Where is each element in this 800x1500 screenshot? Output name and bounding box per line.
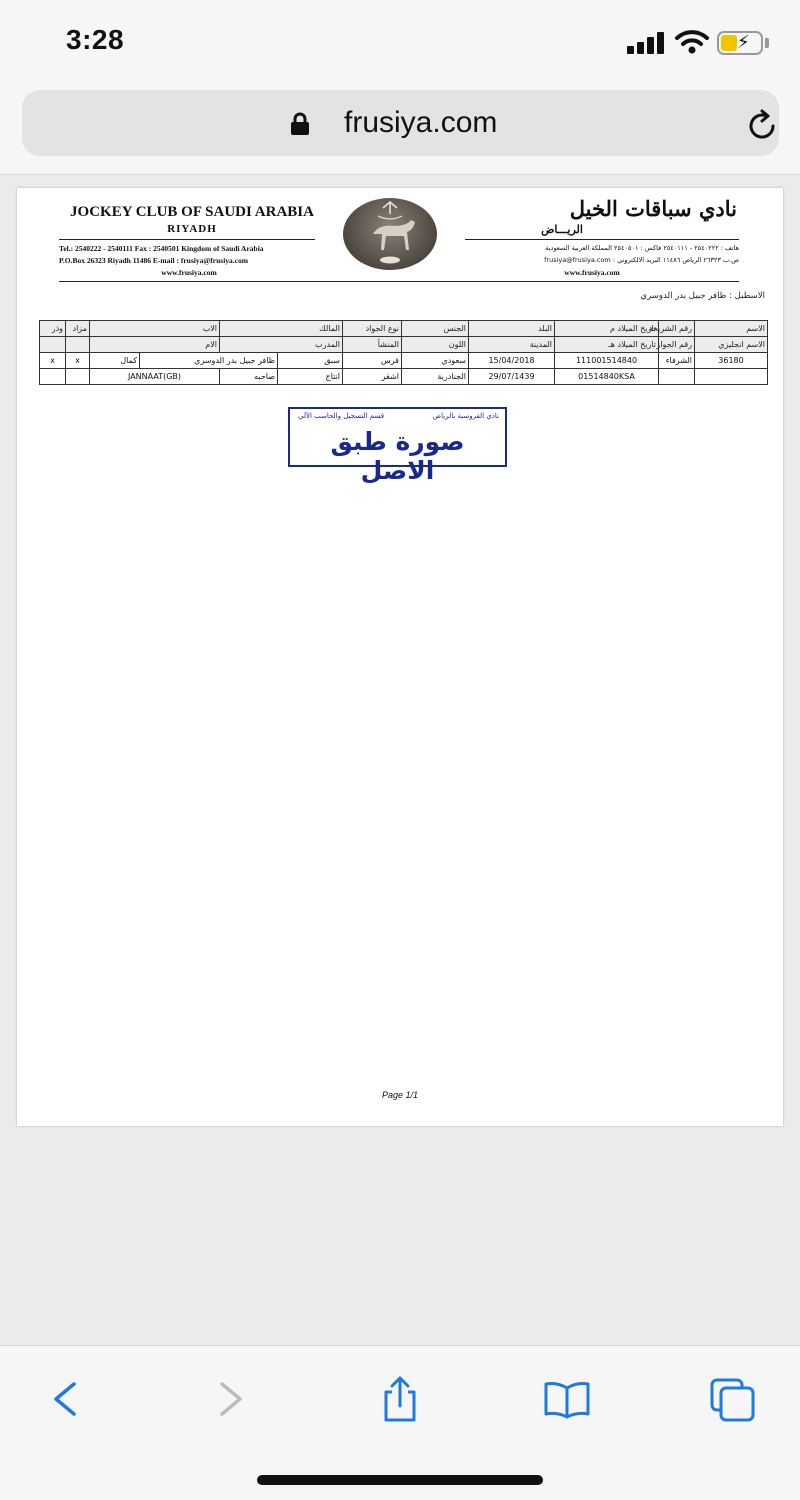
trainer-cell: صاحبه [220, 369, 278, 385]
header-cell: الاسم [695, 321, 768, 337]
header-cell: المالك [220, 321, 343, 337]
header-cell: المدرب [220, 337, 343, 353]
club-contact-en-1: Tel.: 2540222 - 2540111 Fax : 2540501 Kingdom of Saudi Arabia [59, 244, 264, 253]
header-cell: اللون [402, 337, 469, 353]
url-text[interactable]: frusiya.com [344, 106, 498, 139]
origin-cell: انتاج [278, 369, 343, 385]
certified-copy-stamp [288, 407, 507, 485]
header-cell: المدينة [469, 337, 555, 353]
bookmarks-icon[interactable] [542, 1376, 592, 1422]
header-cell: نوع الجواد [343, 321, 402, 337]
club-name-ar: نادي سباقات الخيل [569, 196, 737, 221]
club-name-en: JOCKEY CLUB OF SAUDI ARABIA [70, 204, 314, 220]
address-bar-area [0, 80, 800, 175]
battery-icon: ⚡ [717, 31, 763, 55]
owner-cell: ظافر جبيل بدر الدوسري [140, 353, 278, 369]
status-time: 3:28 [66, 24, 125, 55]
table-row [40, 353, 768, 369]
share-icon[interactable] [375, 1376, 425, 1422]
header-cell: مزاد [66, 321, 90, 337]
color-cell: اشقر [343, 369, 402, 385]
header-cell: البلد [469, 321, 555, 337]
header-cell: تاريخ الميلاد هـ [555, 337, 659, 353]
header-cell: المنشأ [343, 337, 402, 353]
header-cell: رقم الشريحة [659, 321, 695, 337]
country-cell: سعودي [402, 353, 469, 369]
dam-cell: JANNAAT(GB) [90, 369, 220, 385]
club-website-en: www.frusiya.com [161, 268, 217, 277]
header-cell [66, 337, 90, 353]
club-contact-en-2: P.O.Box 26323 Riyadh 11486 E-mail : frusiya@frusiya.com [59, 256, 248, 265]
auction-cell: x [66, 353, 90, 369]
home-indicator[interactable] [257, 1475, 543, 1485]
club-contact-ar-1: هاتف : ٢٥٤٠٢٢٢ - ٢٥٤٠١١١ فاكس : ٢٥٤٠٥٠١ المملكة العربية السعودية [545, 244, 739, 252]
reload-icon[interactable] [744, 108, 780, 144]
horse-number-cell: 36180 [695, 353, 768, 369]
stamp-club: نادي الفروسية بالرياض [432, 412, 499, 420]
sex-cell: فرس [343, 353, 402, 369]
stamp-text: صورة طبق الاصل [330, 427, 465, 485]
birth-date-hijri-cell: 29/07/1439 [469, 369, 555, 385]
forward-icon[interactable] [206, 1376, 256, 1422]
birth-date-cell: 15/04/2018 [469, 353, 555, 369]
club-city-ar: الريـــاض [541, 223, 583, 236]
header-cell: تاريخ الميلاد م [555, 321, 659, 337]
tabs-icon[interactable] [708, 1376, 758, 1422]
name-cell: الشرفاء [659, 353, 695, 369]
back-icon[interactable] [40, 1376, 90, 1422]
club-contact-ar-2: ص.ب ٢٦٣٢٣ الرياض ١١٤٨٦ البريد الالكتروني : frusiya@frusiya.com [544, 256, 739, 264]
status-bar [0, 0, 800, 80]
header-cell: رقم الجواز [659, 337, 695, 353]
stamp-department: قسم التسجيل والحاسب الآلي [298, 412, 385, 420]
header-cell: الجنس [402, 321, 469, 337]
header-cell: الاسم انجليزي [695, 337, 768, 353]
passport-cell: 01514840KSA [555, 369, 659, 385]
empty-cell [40, 369, 66, 385]
table-header-row [40, 337, 768, 353]
battery-tip [765, 38, 769, 48]
club-logo [343, 198, 437, 270]
header-bottom-rule [59, 281, 739, 282]
name-en-cell [659, 369, 695, 385]
stable-label: الاسطبل : ظافر جبيل بدر الدوسري [640, 291, 765, 301]
empty-cell [66, 369, 90, 385]
empty-cell [695, 369, 768, 385]
header-cell [40, 337, 66, 353]
club-website-ar: www.frusiya.com [564, 268, 620, 277]
sire-cell: كمال [90, 353, 140, 369]
table-header-row [40, 321, 768, 337]
horse-table [39, 320, 768, 385]
page-number: Page 1/1 [381, 1090, 419, 1100]
club-city-en: RIYADH [167, 223, 217, 235]
wathr-cell: x [40, 353, 66, 369]
document-page [17, 188, 783, 1126]
city-cell: الجنادرية [402, 369, 469, 385]
header-cell: الام [90, 337, 220, 353]
address-bar[interactable] [22, 90, 779, 156]
table-row [40, 369, 768, 385]
lock-icon [290, 112, 310, 136]
header-rule [59, 239, 315, 240]
type-cell: سبق [278, 353, 343, 369]
chip-cell: 111001514840 [555, 353, 659, 369]
header-rule-ar [465, 239, 739, 240]
signal-icon [627, 32, 667, 54]
header-cell: الاب [90, 321, 220, 337]
header-cell: وذر [40, 321, 66, 337]
wifi-icon [675, 29, 709, 55]
